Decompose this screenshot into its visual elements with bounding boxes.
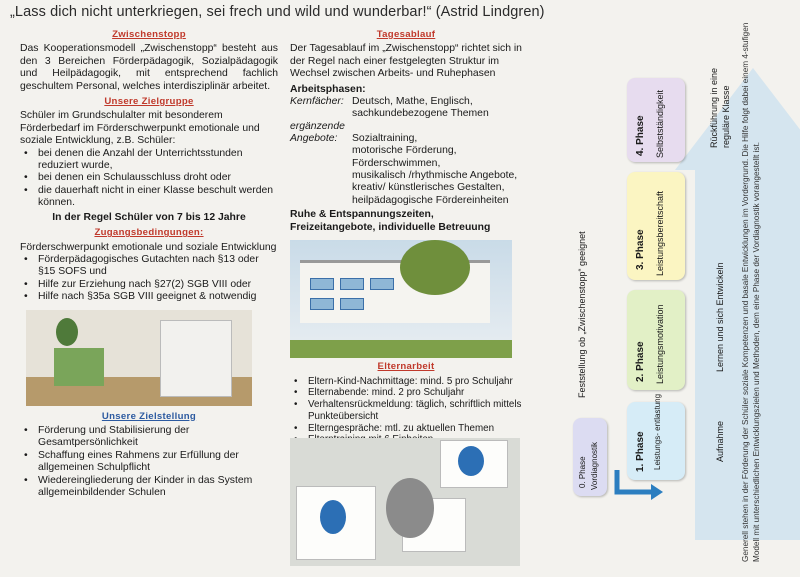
kernfaecher-row xyxy=(290,96,522,121)
phase-2-name: Leistungsmotivation xyxy=(655,304,665,384)
figures-illustration xyxy=(290,438,520,566)
list-item: • Wiedereingliederung der Kinder in das System allgemeinbildender Schulen xyxy=(32,475,278,500)
zielgruppe-list xyxy=(20,148,278,210)
phase-1-box xyxy=(627,393,685,480)
zielgruppe-intro: Schüler im Grundschulalter mit besonderem Förderbedarf im Förderschwerpunkt emotionale und soziale Entwicklung, z.B. Schüler: xyxy=(20,110,260,147)
angebote-row xyxy=(290,121,522,207)
phase-4-name: Selbstständigkeit xyxy=(655,89,665,158)
plant-icon xyxy=(56,318,78,346)
list-item: • Eltern-Kind-Nachmittage: mind. 5 pro Schuljahr xyxy=(302,376,522,388)
list-item: • Elternabende: mind. 2 pro Schuljahr xyxy=(302,387,522,399)
diagram-footnote: Generell stehen in der Förderung der Schüler soziale Kompetenzen und basale Entwicklungen im Vordergrund. Die Hilfe folgt dabei einem 4-stufigen Modell mit unterschiedlichen Entwicklungszielen und Methoden, dem eine Phase der Vordiagnostik vorangestellt ist. xyxy=(741,22,761,562)
lernen-label: Lernen und sich Entwickeln xyxy=(715,262,725,372)
list-item: • Förderpädagogisches Gutachten nach §13 oder §15 SOFS und xyxy=(32,254,278,279)
heading-zielgruppe: Unsere Zielgruppe xyxy=(104,96,194,108)
heading-tagesablauf: Tagesablauf xyxy=(376,29,436,40)
phase-2-num: 2. Phase xyxy=(635,341,646,382)
tree-icon xyxy=(400,240,470,295)
heading-zwischenstopp: Zwischenstopp xyxy=(112,29,186,40)
list-item: • Hilfe nach §35a SGB VIII geeignet & notwendig xyxy=(32,291,278,303)
angebot-item: musikalisch /rhythmische Angebote, xyxy=(352,170,518,182)
phase-3-box xyxy=(627,172,685,280)
classroom-photo xyxy=(26,310,252,406)
ruhe-text: Ruhe & Entspannungszeiten, Freizeitangebote, individuelle Betreuung xyxy=(290,209,491,233)
phase-1-name: Leistungs- entlastung xyxy=(653,393,662,470)
quote: „Lass dich nicht unterkriegen, sei frech und wild und wunderbar!“ (Astrid Lindgren) xyxy=(10,4,545,20)
angebot-item: Sozialtraining, xyxy=(352,132,418,144)
phase-0-name: Vordiagnostik xyxy=(590,441,599,490)
figure-icon xyxy=(386,478,434,538)
list-item: • Elterngespräche: mtl. zu aktuellen Themen xyxy=(302,423,522,435)
arbeitsphasen-label: Arbeitsphasen: xyxy=(290,83,366,95)
tagesablauf-text: Der Tagesablauf im „Zwischenstopp“ richtet sich in der Regel nach einer festgelegten Struktur im Wechsel zwischen Arbeits- und Ruhephasen xyxy=(290,43,522,80)
aufnahme-label: Aufnahme xyxy=(715,420,725,462)
column-middle xyxy=(290,26,522,470)
list-item: • Hilfe zur Erziehung nach §27(2) SGB VIII oder xyxy=(32,279,278,291)
list-item: • Schaffung eines Rahmens zur Erfüllung der allgemeinen Schulpflicht xyxy=(32,450,278,475)
list-item: • bei denen ein Schulausschluss droht oder xyxy=(32,172,278,184)
phase-3-num: 3. Phase xyxy=(635,229,646,270)
erg-label-1: ergänzende xyxy=(290,120,345,132)
phase-0-num: 0. Phase xyxy=(578,456,587,488)
kern-label: Kernfächer: xyxy=(290,96,344,108)
heading-zugang: Zugangsbedingungen: xyxy=(94,227,204,239)
zugang-list xyxy=(20,254,278,304)
phase-3-name: Leistungsbereitschaft xyxy=(655,190,665,276)
list-item: • Verhaltensrückmeldung: täglich, schriftlich mittels Punkteübersicht xyxy=(302,399,522,423)
phase-0-box xyxy=(573,418,607,496)
angebot-item: motorische Förderung, xyxy=(352,145,457,157)
rueckfuehrung-label-2: reguläre Klasse xyxy=(721,85,731,148)
kern-value: Deutsch, Mathe, Englisch, sachkundebezogene Themen xyxy=(352,96,489,120)
heading-elternarbeit: Elternarbeit xyxy=(377,361,435,373)
angebot-item: heilpädagogische Fördereinheiten xyxy=(352,194,509,206)
phase-1-num: 1. Phase xyxy=(635,431,646,472)
age-range: In der Regel Schüler von 7 bis 12 Jahre xyxy=(52,211,246,223)
phase-4-num: 4. Phase xyxy=(635,115,646,156)
list-item: • die dauerhaft nicht in einer Klasse beschult werden können. xyxy=(32,185,278,210)
phase-diagram xyxy=(565,0,800,577)
heading-ziele: Unsere Zielstellung xyxy=(101,410,197,422)
zwischenstopp-text: Das Kooperationsmodell „Zwischenstopp“ besteht aus den 3 Bereichen Förderpädagogik, Sozialpädagogik und Heilpädagogik, mit entsprechend fachlich geschultem Personal, welches interdisziplinär arbeitet. xyxy=(20,43,278,92)
building-photo xyxy=(290,240,512,358)
angebot-item: Förderschwimmen, xyxy=(352,157,441,169)
list-item: • bei denen die Anzahl der Unterrichtsstunden reduziert wurde, xyxy=(32,148,278,173)
figure-icon xyxy=(458,446,484,476)
zugang-intro: Förderschwerpunkt emotionale und soziale Entwicklung xyxy=(20,241,277,253)
phase-2-box xyxy=(627,290,685,390)
figure-icon xyxy=(320,500,346,534)
ziele-list xyxy=(20,425,278,499)
feststellung-label: Feststellung ob „Zwischenstopp“ geeignet xyxy=(577,231,587,398)
list-item: • Förderung und Stabilisierung der Gesamtpersönlichkeit xyxy=(32,425,278,450)
erg-label-2: Angebote: xyxy=(290,133,338,145)
column-left xyxy=(20,26,278,499)
angebot-item: kreativ/ künstlerisches Gestalten, xyxy=(352,182,505,194)
rueckfuehrung-label-1: Rückführung in eine xyxy=(709,67,719,148)
phase-4-box xyxy=(627,78,685,162)
